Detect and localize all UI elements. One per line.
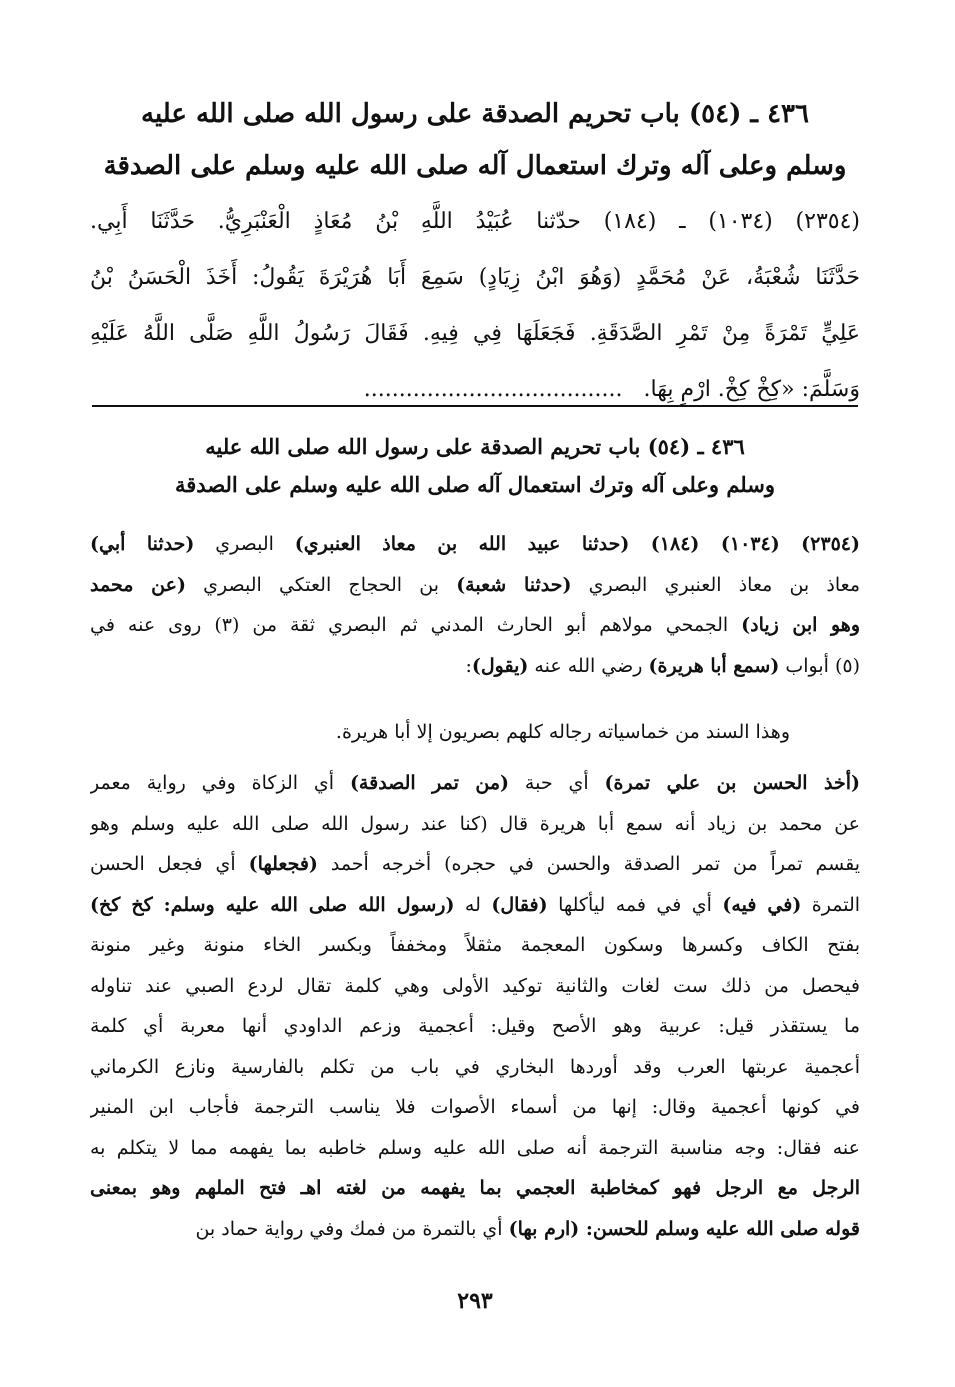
book-page bbox=[90, 0, 860, 1387]
paragraph-line bbox=[90, 1087, 860, 1128]
text-run: بن الحجاج العتكي البصري bbox=[185, 573, 457, 596]
isnad-note-paragraph bbox=[90, 712, 860, 753]
hadith-line: عَلِيٍّ تَمْرَةً مِنْ تَمْرِ الصَّدَقَةِ. فَجَعَلَهَا فِي فِيهِ. فَقَالَ رَسُولُ اللَّهِ صَلَّى اللَّهُ عَلَيْهِ bbox=[90, 321, 860, 346]
text-run: معاذ بن معاذ العنبري البصري bbox=[571, 573, 860, 596]
hadith-line: حَدَّثَنَا شُعْبَةُ، عَنْ مُحَمَّدٍ (وَهُوَ ابْنُ زِيَادٍ) سَمِعَ أَبَا هُرَيْرَةَ يَقُولُ: أَخَذَ الْحَسَنُ بْنُ bbox=[90, 265, 861, 290]
bold-quote: وهو ابن زياد) bbox=[741, 614, 860, 636]
text-run: أي في فمه ليأكلها bbox=[547, 893, 723, 916]
ellipsis-dots: ..................................... bbox=[363, 377, 623, 402]
bold-quote: (فقال) bbox=[491, 893, 548, 916]
paragraph-line bbox=[90, 763, 860, 804]
text-run: الجمحي مولاهم أبو الحارث المدني ثم البصري ثقة من (٣) روى عنه في bbox=[90, 614, 742, 636]
text-run: أعجمية عربتها العرب وقد أوردها البخاري في باب من تكلم بالفارسية ونازع الكرماني bbox=[90, 1055, 860, 1078]
bold-quote: (فجعلها) bbox=[248, 853, 318, 875]
hadith-line: (٢٣٥٤) (١٠٣٤) ـ (١٨٤) حدّثنا عُبَيْدُ اللَّهِ بْنُ مُعَاذٍ الْعَنْبَرِيُّ. حَدَّثَنَا أَبِي. bbox=[90, 209, 860, 234]
text-run: فيحصل من ذلك ست لغات والثانية توكيد الأولى وهي كلمة تقال لردع الصبي عند تناوله bbox=[90, 974, 860, 997]
text-run: البصري bbox=[194, 533, 295, 555]
hadith-line-text: وَسَلَّمَ: «كِخْ كِخْ. ارْمِ بِهَا. bbox=[643, 377, 860, 402]
text-run: (٥) أبواب bbox=[779, 654, 860, 677]
paragraph-line bbox=[90, 1047, 860, 1088]
bold-quote: (من تمر الصدقة) bbox=[349, 772, 510, 794]
bold-quote: (٢٣٥٤) (١٠٣٤) (١٨٤) (حدثنا عبيد الله بن معاذ العنبري) bbox=[294, 533, 860, 555]
text-run: أي حبة bbox=[509, 772, 605, 794]
bold-quote: (حدثنا شعبة) bbox=[456, 573, 572, 596]
text-run: أي فجعل الحسن bbox=[90, 853, 249, 875]
bold-quote: الرجل مع الرجل فهو كمخاطبة العجمي بما يفهمه من لغته اهـ فتح الملهم وهو بمعنى bbox=[90, 1177, 860, 1199]
text-run: له bbox=[454, 893, 492, 916]
paragraph-line bbox=[90, 885, 860, 926]
bold-quote: (عن محمد bbox=[90, 573, 186, 596]
paragraph-line bbox=[90, 1168, 860, 1209]
text-run: أي بالتمرة من فمك bbox=[343, 1217, 509, 1240]
bold-quote: (حدثنا أبي) bbox=[90, 533, 195, 555]
paragraph-line bbox=[90, 1128, 860, 1169]
paragraph-line: وهذا السند من خماسياته رجاله كلهم بصريون إلا أبا هريرة. bbox=[335, 721, 790, 743]
chapter-heading bbox=[90, 88, 860, 192]
commentary-heading-line: وسلم وعلى آله وترك استعمال آله صلى الله عليه وسلم على الصدقة bbox=[175, 472, 775, 497]
paragraph-line bbox=[90, 646, 860, 687]
paragraph-line bbox=[90, 1006, 860, 1047]
paragraph-line bbox=[90, 524, 860, 565]
bold-quote: (في فيه) bbox=[722, 893, 802, 916]
text-run: : bbox=[465, 654, 472, 677]
text-run: وفي رواية حماد بن bbox=[195, 1217, 344, 1240]
paragraph-line bbox=[90, 1209, 860, 1250]
paragraph-line bbox=[90, 925, 860, 966]
bold-quote: (أخذ الحسن بن علي تمرة) bbox=[604, 772, 860, 794]
bold-quote: (رسول الله صلى الله عليه وسلم: كخ كخ) bbox=[90, 893, 455, 916]
text-run: بفتح الكاف وكسرها وسكون المعجمة مثقلاً ومخففاً وبكسر الخاء منونة وغير منونة bbox=[90, 934, 860, 956]
text-run: التمرة bbox=[801, 893, 860, 916]
bold-quote: (سمع أبا هريرة) bbox=[648, 654, 780, 677]
hadith-line bbox=[90, 362, 860, 418]
commentary-heading-line: ٤٣٦ ـ (٥٤) باب تحريم الصدقة على رسول الله صلى الله عليه bbox=[205, 434, 745, 459]
paragraph-line bbox=[90, 966, 860, 1007]
text-run: عن محمد بن زياد أنه سمع أبا هريرة قال (كنا عند رسول الله صلى الله عليه وسلم وهو bbox=[90, 812, 860, 835]
paragraph-line bbox=[90, 565, 860, 606]
text-run: يقسم تمراً من تمر الصدقة والحسن في حجره) أخرجه أحمد bbox=[317, 853, 860, 875]
paragraph-line bbox=[90, 605, 860, 646]
text-run: عنه فقال: وجه مناسبة الترجمة أنه صلى الله عليه وسلم خاطبه بما يفهمه مما لا يتكلم به bbox=[90, 1136, 860, 1159]
chapter-heading-line: ٤٣٦ ـ (٥٤) باب تحريم الصدقة على رسول الله صلى الله عليه bbox=[141, 99, 809, 129]
bold-quote: قوله صلى الله عليه وسلم للحسن: bbox=[579, 1217, 860, 1240]
isnad-paragraph bbox=[90, 524, 860, 686]
hadith-text bbox=[90, 194, 860, 418]
text-run: في كونها أعجمية وقال: إنها من أسماء الأصوات فلا يناسب الترجمة فأجاب ابن المنير bbox=[90, 1096, 860, 1118]
text-run: ما يستقذر قيل: عربية وهو الأصح وقيل: أعجمية وزعم الداودي أنها معربة أي كلمة bbox=[90, 1015, 860, 1037]
text-run: أي الزكاة وفي رواية معمر bbox=[90, 772, 350, 794]
chapter-heading-line: وسلم وعلى آله وترك استعمال آله صلى الله عليه وسلم على الصدقة bbox=[103, 151, 847, 181]
section-divider bbox=[92, 405, 858, 407]
paragraph-line bbox=[90, 844, 860, 885]
commentary-heading bbox=[90, 428, 860, 504]
bold-quote: (ارم بها) bbox=[508, 1217, 580, 1240]
text-run: رضي الله عنه bbox=[528, 654, 649, 677]
page-number: ٢٩٣ bbox=[457, 1288, 493, 1314]
commentary-paragraph bbox=[90, 763, 860, 1249]
bold-quote: (يقول) bbox=[471, 654, 529, 677]
paragraph-line bbox=[90, 804, 860, 845]
